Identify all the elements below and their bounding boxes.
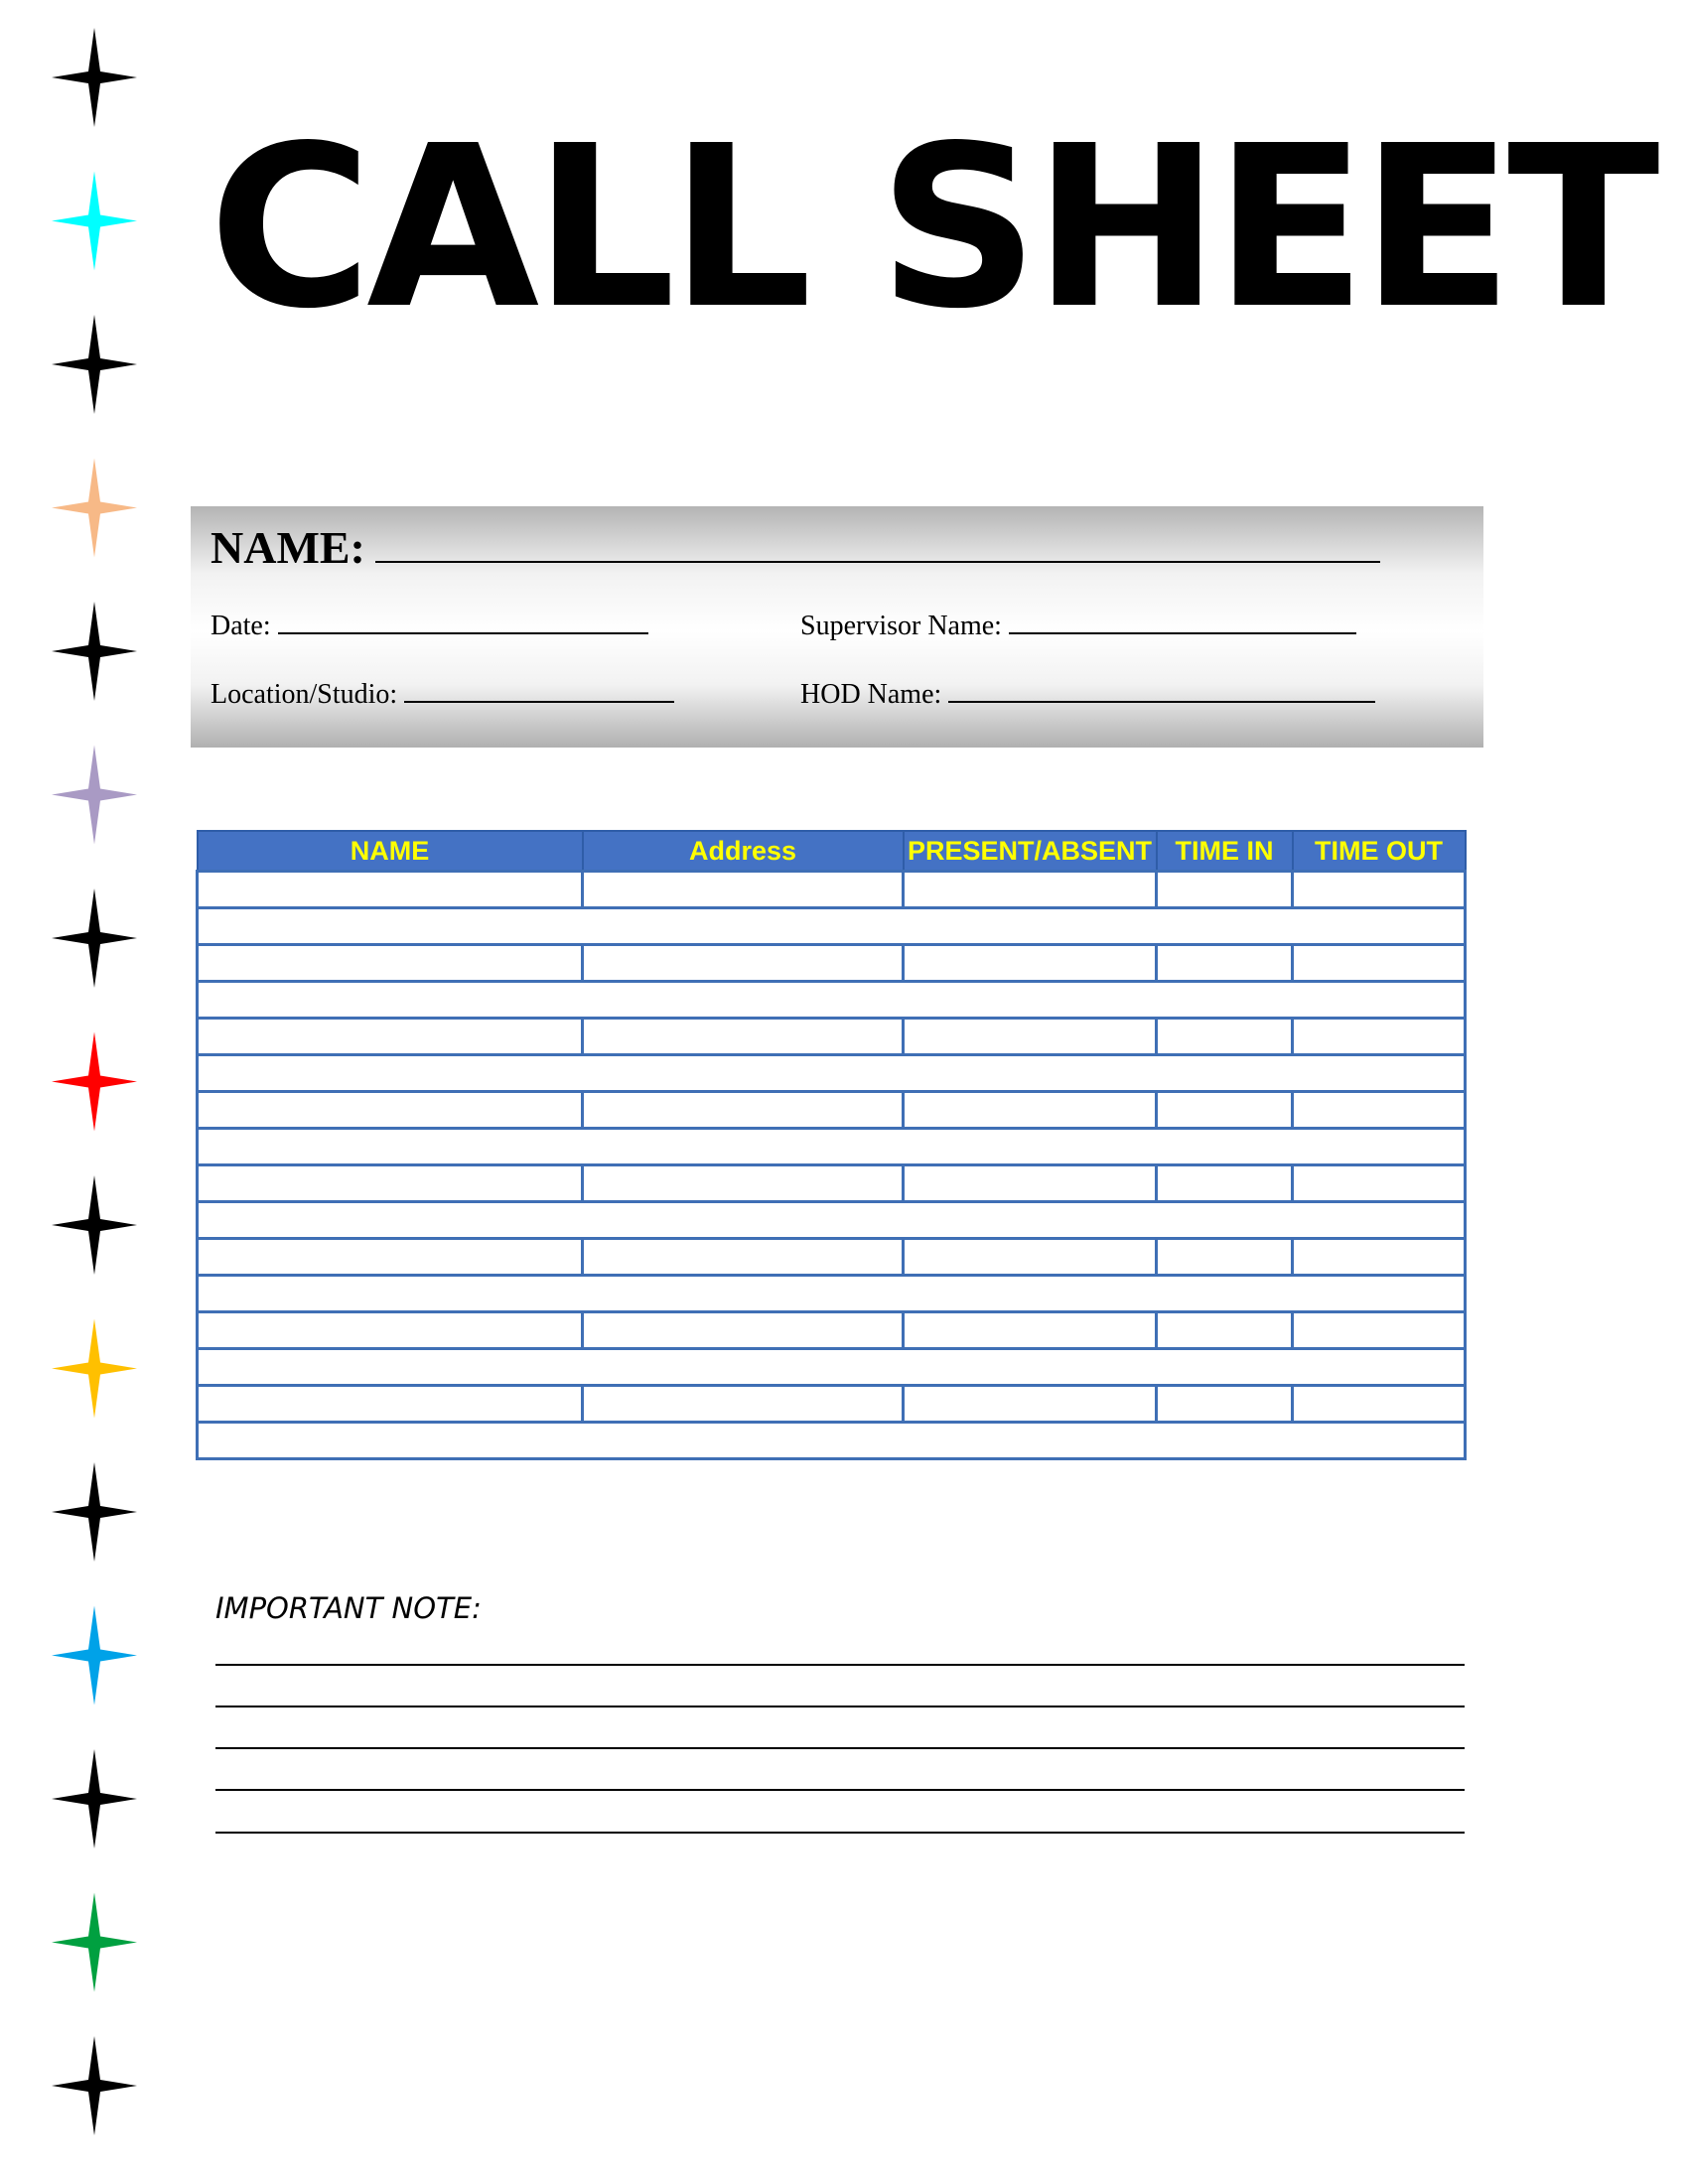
star-icon: [52, 1319, 137, 1419]
name-blank-line[interactable]: [375, 523, 1380, 563]
table-cell[interactable]: [1293, 945, 1466, 982]
table-row: [198, 1165, 1466, 1202]
table-body: [198, 872, 1466, 1459]
star-icon: [52, 888, 137, 988]
date-blank-line[interactable]: [278, 609, 648, 634]
hod-field[interactable]: [800, 677, 1375, 711]
supervisor-field[interactable]: [800, 609, 1356, 642]
table-row-full: [198, 1349, 1466, 1386]
table-cell[interactable]: [904, 945, 1157, 982]
location-label: Location/Studio:: [211, 679, 398, 710]
star-icon: [52, 28, 137, 127]
note-line[interactable]: [215, 1747, 1465, 1749]
star-icon: [52, 1749, 137, 1848]
star-icon: [52, 1032, 137, 1132]
table-cell[interactable]: [583, 1165, 904, 1202]
info-panel: [191, 506, 1483, 748]
table-cell[interactable]: [583, 945, 904, 982]
table-cell[interactable]: [198, 982, 1466, 1019]
location-blank-line[interactable]: [404, 677, 674, 703]
name-label: NAME:: [211, 522, 365, 573]
table-cell[interactable]: [904, 1312, 1157, 1349]
star-icon: [52, 1175, 137, 1275]
date-field[interactable]: [211, 609, 648, 642]
table-header-row: [198, 831, 1466, 872]
important-note-label: IMPORTANT NOTE:: [215, 1591, 482, 1625]
table-row: [198, 872, 1466, 908]
table-cell[interactable]: [198, 1202, 1466, 1239]
table-cell[interactable]: [198, 872, 583, 908]
table-cell[interactable]: [198, 1165, 583, 1202]
table-cell[interactable]: [583, 872, 904, 908]
table-cell[interactable]: [198, 1349, 1466, 1386]
star-icon: [52, 2036, 137, 2135]
table-row-full: [198, 982, 1466, 1019]
star-icon: [52, 746, 137, 845]
column-header-present-absent: PRESENT/ABSENT: [904, 831, 1157, 872]
table-row-full: [198, 1129, 1466, 1165]
table-row: [198, 1239, 1466, 1276]
star-icon: [52, 602, 137, 701]
table-cell[interactable]: [904, 1239, 1157, 1276]
table-row-full: [198, 1202, 1466, 1239]
table-row: [198, 1312, 1466, 1349]
star-icon: [52, 1893, 137, 1992]
table-cell[interactable]: [1293, 1019, 1466, 1055]
table-cell[interactable]: [904, 1092, 1157, 1129]
table-cell[interactable]: [1157, 1165, 1293, 1202]
note-line[interactable]: [215, 1789, 1465, 1791]
date-label: Date:: [211, 611, 271, 641]
table-cell[interactable]: [198, 1276, 1466, 1312]
table-cell[interactable]: [904, 1386, 1157, 1423]
table-cell[interactable]: [198, 1019, 583, 1055]
table-cell[interactable]: [904, 1165, 1157, 1202]
table-cell[interactable]: [583, 1312, 904, 1349]
note-line[interactable]: [215, 1664, 1465, 1666]
hod-label: HOD Name:: [800, 679, 942, 710]
table-cell[interactable]: [1157, 1386, 1293, 1423]
table-cell[interactable]: [1157, 1019, 1293, 1055]
table-cell[interactable]: [583, 1386, 904, 1423]
table-row: [198, 1092, 1466, 1129]
table-cell[interactable]: [1157, 945, 1293, 982]
table-cell[interactable]: [198, 1055, 1466, 1092]
table-cell[interactable]: [198, 1239, 583, 1276]
column-header-address: Address: [583, 831, 904, 872]
table-row-full: [198, 1055, 1466, 1092]
table-row: [198, 1019, 1466, 1055]
table-cell[interactable]: [1157, 872, 1293, 908]
table-cell[interactable]: [904, 1019, 1157, 1055]
note-line[interactable]: [215, 1832, 1465, 1834]
table-cell[interactable]: [198, 1312, 583, 1349]
table-cell[interactable]: [1293, 1312, 1466, 1349]
table-row-full: [198, 908, 1466, 945]
supervisor-blank-line[interactable]: [1009, 609, 1356, 634]
decorative-stars-column: [0, 0, 159, 2184]
table-row-full: [198, 1276, 1466, 1312]
table-row: [198, 1386, 1466, 1423]
table-cell[interactable]: [583, 1019, 904, 1055]
table-cell[interactable]: [198, 945, 583, 982]
name-field[interactable]: [211, 521, 1380, 574]
table-cell[interactable]: [198, 1092, 583, 1129]
supervisor-label: Supervisor Name:: [800, 611, 1002, 641]
table-cell[interactable]: [1293, 1386, 1466, 1423]
star-icon: [52, 172, 137, 271]
table-cell[interactable]: [583, 1092, 904, 1129]
table-cell[interactable]: [1293, 1092, 1466, 1129]
star-icon: [52, 459, 137, 558]
column-header-name: NAME: [198, 831, 583, 872]
column-header-time-out: TIME OUT: [1293, 831, 1466, 872]
page-title: CALL SHEET: [209, 98, 1654, 358]
table-cell[interactable]: [583, 1239, 904, 1276]
note-line[interactable]: [215, 1706, 1465, 1707]
table-cell[interactable]: [1293, 1239, 1466, 1276]
table-cell[interactable]: [1157, 1312, 1293, 1349]
star-icon: [52, 1462, 137, 1562]
table-cell[interactable]: [198, 1386, 583, 1423]
column-header-time-in: TIME IN: [1157, 831, 1293, 872]
table-cell[interactable]: [198, 1129, 1466, 1165]
table-cell[interactable]: [1157, 1092, 1293, 1129]
star-icon: [52, 1606, 137, 1706]
table-row-full: [198, 1423, 1466, 1459]
star-icon: [52, 315, 137, 414]
table-row: [198, 945, 1466, 982]
hod-blank-line[interactable]: [948, 677, 1375, 703]
table-cell[interactable]: [904, 872, 1157, 908]
table-cell[interactable]: [1293, 872, 1466, 908]
table-cell[interactable]: [1293, 1165, 1466, 1202]
table-cell[interactable]: [198, 1423, 1466, 1459]
attendance-table: [196, 830, 1467, 1460]
location-field[interactable]: [211, 677, 674, 711]
table-cell[interactable]: [1157, 1239, 1293, 1276]
table-cell[interactable]: [198, 908, 1466, 945]
